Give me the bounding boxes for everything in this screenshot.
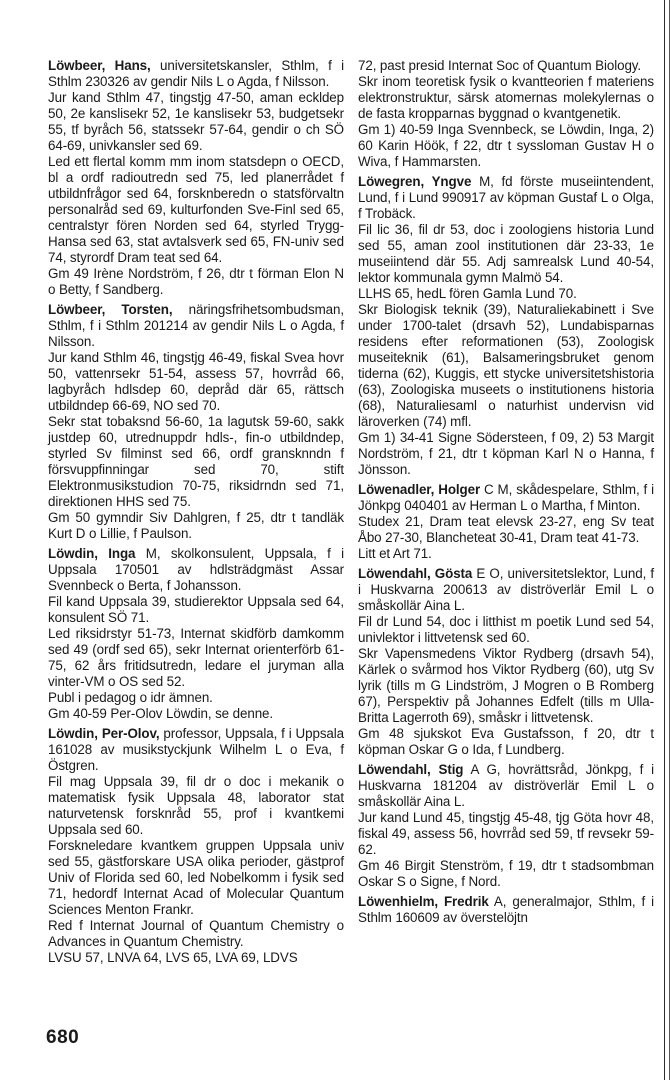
right-column <box>358 58 654 930</box>
entry-paragraph <box>358 174 654 222</box>
entry-paragraph <box>358 514 654 546</box>
entry-text: universitetskansler, Sthlm, f i Sthlm 230326 av gendir Nils L o Agda, f Nilsson. <box>48 58 344 89</box>
entry-text: näringsfrihetsombudsman, Sthlm, f i Sthlm 201214 av gendir Nils L o Agda, f Nilsson. <box>48 302 344 349</box>
entry-text: E O, universitetslektor, Lund, f i Huskvarna 200613 av diströverlär Emil L o småskollär Aina L. <box>358 566 654 613</box>
entry-text: Gm 1) 34-41 Signe Södersteen, f 09, 2) 53 Margit Nordström, f 21, dtr t köpman Karl N o Hanna, f Jönsson. <box>358 430 654 477</box>
biography-entry <box>48 546 344 722</box>
biography-entry <box>48 302 344 542</box>
entry-name: Löwegren, Yngve <box>358 174 472 189</box>
entry-text: Jur kand Sthlm 46, tingstjg 46-49, fiskal Svea hovr 50, vattenrsekr 51-54, assess 57, hovrråd 66, lagbyråch hdlsdep 60, depråd där 65, rättsch utbildndep 66-69, NO sed 70. <box>48 350 344 413</box>
entry-text: LVSU 57, LNVA 64, LVS 65, LVA 69, LDVS <box>48 950 298 965</box>
entry-paragraph <box>48 90 344 154</box>
entry-paragraph <box>358 614 654 646</box>
entry-text: Skr Biologisk teknik (39), Naturaliekabinett i Sve under 1700-talet (drsavh 52), Lundabisparnas residens efter reformationen (53), Zoologisk museiteknik (61), Balsameringsbruket genom tiderna (62), Kuggis, ett stycke universitetshistoria (63), Zoologiska museets o institutionens historia (68), Naturaliesaml o naturhist undervisn vid läroverken (74) mfl. <box>358 302 654 429</box>
entry-text: M, fd förste museiintendent, Lund, f i Lund 990917 av köpman Gustaf L o Olga, f Trobäck. <box>358 174 654 221</box>
entry-text: Studex 21, Dram teat elevsk 23-27, eng Sv teat Åbo 27-30, Blancheteat 30-41, Dram teat 41-73. <box>358 514 654 545</box>
entry-text: Skr inom teoretisk fysik o kvantteorien f materiens elektronstruktur, särsk atomernas molekylernas o de fasta kropparnas byggnad o kvantgenetik. <box>358 74 654 121</box>
entry-text: M, skolkonsulent, Uppsala, f i Uppsala 170501 av hdlsträdgmäst Assar Svennbeck o Berta, f Johansson. <box>48 546 344 593</box>
entry-paragraph <box>48 626 344 690</box>
entry-paragraph <box>48 774 344 838</box>
entry-name: Löwdin, Per-Olov, <box>48 726 160 741</box>
entry-paragraph <box>358 566 654 614</box>
entry-text: Gm 48 sjukskot Eva Gustafsson, f 20, dtr t köpman Oskar G o Ida, f Lundberg. <box>358 726 654 757</box>
entry-text: Gm 40-59 Per-Olov Löwdin, se denne. <box>48 706 274 721</box>
page-number: 680 <box>46 1027 80 1048</box>
biography-entry <box>48 58 344 298</box>
biography-entry <box>48 726 344 966</box>
entry-text: Led riksidrstyr 51-73, Internat skidförb damkomm sed 49 (ordf sed 65), sekr Internat orienterförb 61-75, 62 års fritidsutredn, ledare el juryman alla vinter-VM o OS sed 52. <box>48 626 344 689</box>
entry-paragraph <box>48 350 344 414</box>
left-column <box>48 58 344 970</box>
entry-name: Löwbeer, Hans, <box>48 58 151 73</box>
entry-text: C M, skådespelare, Sthlm, f i Jönkpg 040401 av Herman L o Martha, f Minton. <box>358 482 654 513</box>
entry-paragraph <box>48 266 344 298</box>
entry-paragraph <box>358 74 654 122</box>
entry-text: Jur kand Sthlm 47, tingstjg 47-50, aman eckldep 50, 2e kanslisekr 52, 1e kanslisekr 53, budgetsekr 55, tf byråch 56, statssekr 57-64, gendir o ch SÖ 64-69, univkansler sed 69. <box>48 90 344 153</box>
entry-text: Fil dr Lund 54, doc i litthist m poetik Lund sed 54, univlektor i littvetensk sed 60. <box>358 614 654 645</box>
entry-paragraph <box>48 918 344 950</box>
entry-name: Löwendahl, Stig <box>358 762 464 777</box>
entry-paragraph <box>358 482 654 514</box>
entry-paragraph <box>358 286 654 302</box>
biography-entry <box>358 762 654 890</box>
entry-paragraph <box>48 58 344 90</box>
entry-paragraph <box>358 302 654 430</box>
entry-text: Fil kand Uppsala 39, studierektor Uppsala sed 64, konsulent SÖ 71. <box>48 594 344 625</box>
entry-text: A G, hovrättsråd, Jönkpg, f i Huskvarna 181204 av diströverlär Emil L o småskollär Aina L. <box>358 762 654 809</box>
page-edge-line <box>669 0 670 1080</box>
entry-text: Skr Vapensmedens Viktor Rydberg (drsavh 54), Kärlek o svårmod hos Viktor Rydberg (60), utg Sv lyrik (tills m G Lindström, J Mogren o B Romberg 67), Perspektiv på Johannes Edfelt (tills m Ulla-Britta Lagerroth 69), småskr i littvetensk. <box>358 646 654 725</box>
biography-entry <box>358 482 654 562</box>
entry-name: Löwdin, Inga <box>48 546 136 561</box>
entry-paragraph <box>358 430 654 478</box>
entry-paragraph <box>48 838 344 918</box>
page-edge-line <box>664 0 665 1080</box>
entry-name: Löwenhielm, Fredrik <box>358 894 489 909</box>
entry-paragraph <box>358 726 654 758</box>
entry-paragraph <box>48 302 344 350</box>
entry-text: LLHS 65, hedL fören Gamla Lund 70. <box>358 286 577 301</box>
entry-name: Löwbeer, Torsten, <box>48 302 173 317</box>
entry-text: professor, Uppsala, f i Uppsala 161028 av musikstyckjunk Wilhelm L o Eva, f Östgren. <box>48 726 344 773</box>
entry-paragraph <box>48 546 344 594</box>
entry-paragraph <box>358 646 654 726</box>
entry-text: Publ i pedagog o idr ämnen. <box>48 690 213 705</box>
entry-text: Fil mag Uppsala 39, fil dr o doc i mekanik o matematisk fysik Uppsala 48, laborator stat naturvetensk forsknråd 55, prof i kvantkemi Uppsala sed 60. <box>48 774 344 837</box>
entry-name: Löwenadler, Holger <box>358 482 481 497</box>
entry-paragraph <box>358 762 654 810</box>
entry-name: Löwendahl, Gösta <box>358 566 473 581</box>
entry-paragraph <box>48 690 344 706</box>
entry-paragraph <box>48 510 344 542</box>
entry-paragraph <box>358 810 654 858</box>
biography-entry <box>358 894 654 926</box>
entry-text: Fil lic 36, fil dr 53, doc i zoologiens historia Lund sed 55, aman zool institutionen där 23-33, 1e museiintend där 55. Adj samrealsk Lund 40-54, lektor kommunala gymn Malmö 54. <box>358 222 654 285</box>
entry-text: 72, past presid Internat Soc of Quantum Biology. <box>358 58 642 73</box>
entry-text: A, generalmajor, Sthlm, f i Sthlm 160609 av överstelöjtn <box>358 894 655 925</box>
entry-paragraph <box>358 894 654 926</box>
biography-entry <box>358 566 654 758</box>
entry-paragraph <box>48 706 344 722</box>
entry-paragraph <box>358 546 654 562</box>
entry-text: Litt et Art 71. <box>358 546 432 561</box>
entry-text: Gm 46 Birgit Stenström, f 19, dtr t stadsombman Oskar S o Signe, f Nord. <box>358 858 654 889</box>
entry-text: Jur kand Lund 45, tingstjg 45-48, tjg Göta hovr 48, fiskal 49, assess 56, hovrråd sed 59, tf revsekr 59-62. <box>358 810 654 857</box>
biography-entry <box>358 58 654 170</box>
entry-paragraph <box>48 414 344 510</box>
entry-text: Gm 50 gymndir Siv Dahlgren, f 25, dtr t tandläk Kurt D o Lillie, f Paulson. <box>48 510 344 541</box>
entry-paragraph <box>358 222 654 286</box>
entry-paragraph <box>48 154 344 266</box>
entry-paragraph <box>48 594 344 626</box>
entry-text: Sekr stat tobaksnd 56-60, 1a lagutsk 59-60, sakk justdep 60, utrednuppdr hdls-, fin-o utbildndep, styrled Sv filminst sed 66, ordf gransknndn f försvuppfinningar sed 70, stift Elektronmusikstudion 70-75, riksidrndn sed 71, direktionen HHS sed 75. <box>48 414 344 509</box>
entry-paragraph <box>358 122 654 170</box>
biography-entry <box>358 174 654 478</box>
entry-paragraph <box>358 858 654 890</box>
entry-text: Forskneledare kvantkem gruppen Uppsala univ sed 55, gästforskare USA olika perioder, gästprof Univ of Florida sed 60, led Nobelkomm i fysik sed 71, hedordf Internat Acad of Molecular Quantum Sciences Menton Frankr. <box>48 838 344 917</box>
entry-text: Led ett flertal komm mm inom statsdepn o OECD, bl a ordf radioutredn sed 75, led planerrådet f utbildnfrågor sed 64, forsknberedn o statsförvaltn personalråd sed 69, kulturfonden Sve-Finl sed 65, centralstyr fören Norden sed 64, styrled Trygg-Hansa sed 63, stat avtalsverk sed 65, FN-univ sed 74, styrordf Dram teat sed 64. <box>48 154 344 265</box>
entry-text: Red f Internat Journal of Quantum Chemistry o Advances in Quantum Chemistry. <box>48 918 344 949</box>
entry-text: Gm 49 Irène Nordström, f 26, dtr t förman Elon N o Betty, f Sandberg. <box>48 266 344 297</box>
entry-paragraph <box>48 950 344 966</box>
entry-paragraph <box>48 726 344 774</box>
entry-text: Gm 1) 40-59 Inga Svennbeck, se Löwdin, Inga, 2) 60 Karin Höök, f 22, dtr t syssloman Gustav H o Wiva, f Hammarsten. <box>358 122 654 169</box>
entry-paragraph <box>358 58 654 74</box>
